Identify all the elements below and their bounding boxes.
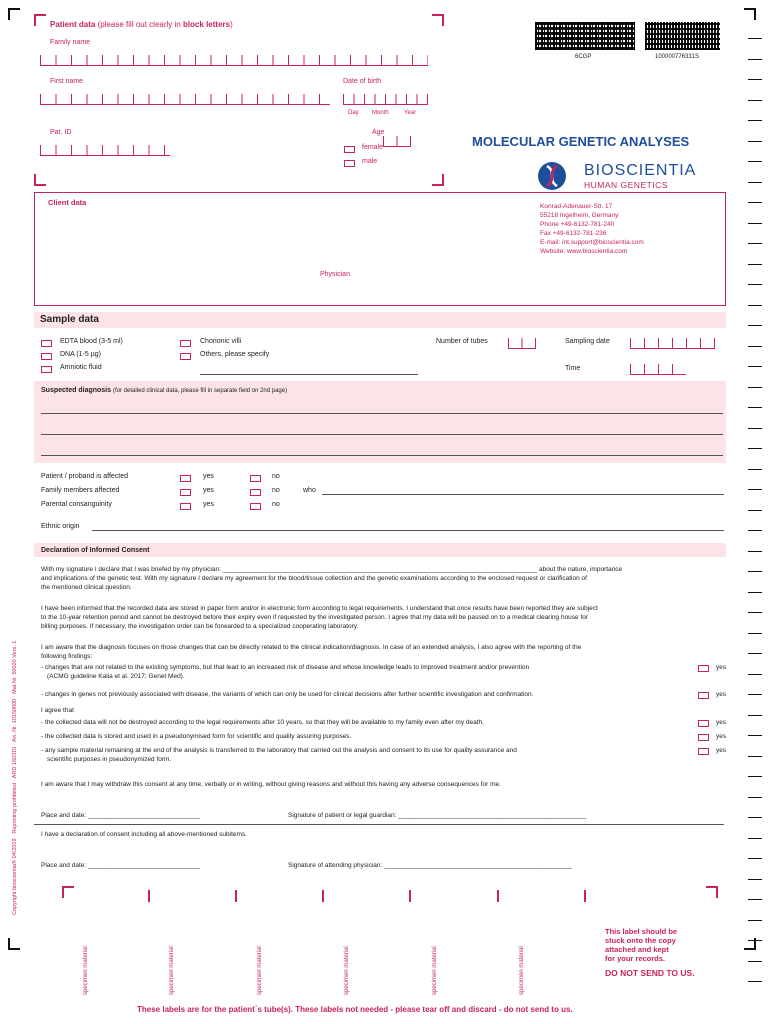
patient-note-bold: block letters — [182, 20, 231, 29]
yes-label: yes — [716, 719, 727, 726]
perforation-tick — [748, 694, 762, 695]
consent-text: the mentioned clinical question. — [41, 584, 132, 591]
label-note-line: stuck onto the copy — [605, 936, 676, 945]
yes-label: yes — [716, 733, 727, 740]
age-field[interactable] — [383, 136, 411, 147]
dob-month: Month — [372, 110, 389, 116]
consanguinity-label: Parental consanguinity — [41, 501, 112, 508]
edta-label: EDTA blood (3-5 ml) — [60, 338, 123, 345]
yes-label: yes — [716, 664, 727, 671]
perforation-tick — [748, 407, 762, 408]
barcode-right — [645, 22, 720, 50]
diagnosis-line[interactable] — [41, 413, 723, 414]
patient-title — [50, 20, 233, 29]
perforation-tick — [748, 489, 762, 490]
label-note-line: This label should be — [605, 927, 678, 936]
dob-day: Day — [348, 110, 359, 116]
perforation-tick — [748, 571, 762, 572]
perforation-tick — [748, 38, 762, 39]
label-mark — [322, 890, 325, 902]
address-line: Konrad-Adenauer-Str. 17 — [540, 203, 613, 210]
label-note — [605, 927, 677, 963]
tubes-label: Number of tubes — [436, 338, 488, 345]
perforation-tick — [748, 940, 762, 941]
consent-text: and implications of the genetic test. With my signature I declare my agreement for the blood/tissue collection and the genetic examinations according to the enclosed request or clarification of — [41, 575, 587, 582]
address-line: Website: www.bioscientia.com — [540, 248, 628, 255]
place-date-field[interactable]: Place and date: _______________________________ — [41, 862, 201, 869]
ethnic-origin-line[interactable] — [92, 530, 724, 531]
perforation-tick — [748, 100, 762, 101]
perforation-tick — [748, 653, 762, 654]
label-mark — [409, 890, 412, 902]
perforation-tick — [748, 243, 762, 244]
copyright: Copyright bioscientia® 04/2019 · Reprinting prohibited · ARD 160310 · Art.-Nr. 10150600 · Mat.Nr. 50020 Vers. 1 — [12, 640, 18, 915]
perforation-tick — [748, 612, 762, 613]
consent-text: I have been informed that the recorded data are stored in paper form and/or in electronic form according to legal requirements. I understand that once results have been reported they are subject — [41, 605, 598, 612]
yes-label: yes — [203, 501, 214, 508]
barcode-left-code: 6CGP — [575, 54, 592, 60]
perforation-tick — [748, 284, 762, 285]
perforation-tick — [748, 346, 762, 347]
female-checkbox[interactable] — [344, 146, 355, 153]
perforation-tick — [748, 981, 762, 982]
yes-label: yes — [203, 487, 214, 494]
family-affected-label: Family members affected — [41, 487, 120, 494]
declaration-text: I have a declaration of consent including all above-mentioned subitems. — [41, 831, 247, 838]
yes-label: yes — [716, 747, 727, 754]
who-label: who — [303, 487, 316, 494]
perforation-tick — [748, 448, 762, 449]
corner-mark — [432, 174, 444, 186]
dna-logo-icon — [538, 162, 566, 190]
family-name-label: Family name — [50, 39, 91, 46]
consent-yes-checkbox[interactable] — [698, 748, 709, 755]
no-label: no — [272, 487, 280, 494]
label-mark — [235, 890, 238, 902]
tube-label: specimen material — [519, 946, 525, 995]
dob-year: Year — [404, 110, 417, 116]
others-label: Others, please specify — [200, 351, 270, 358]
crop-mark — [8, 8, 20, 20]
sampling-date-label: Sampling date — [565, 338, 610, 345]
perforation-tick — [748, 387, 762, 388]
physician-label: Physician — [320, 271, 350, 278]
consang-yes-checkbox[interactable] — [180, 503, 191, 510]
no-label: no — [272, 501, 280, 508]
perforation-tick — [748, 920, 762, 921]
perforation-tick — [748, 469, 762, 470]
consent-text: following findings: — [41, 653, 93, 660]
tube-label: specimen material — [344, 946, 350, 995]
dob-label: Date of birth — [343, 78, 382, 85]
amniotic-checkbox[interactable] — [41, 366, 52, 373]
proband-no-checkbox[interactable] — [250, 475, 261, 482]
label-note-line: for your records. — [605, 954, 666, 963]
address-line: E-mail: int.support@bioscientia.com — [540, 239, 644, 246]
time-field[interactable] — [630, 364, 686, 375]
address-line: Phone +49-6132-781-240 — [540, 221, 615, 228]
dna-label: DNA (1-5 µg) — [60, 351, 101, 358]
pat-id-label: Pat. ID — [50, 129, 72, 136]
client-address — [540, 202, 644, 256]
perforation-tick — [748, 858, 762, 859]
perforation-tick — [748, 817, 762, 818]
sampling-date-field[interactable] — [630, 338, 715, 349]
amniotic-label: Amniotic fluid — [60, 364, 102, 371]
consang-no-checkbox[interactable] — [250, 503, 261, 510]
perforation-tick — [748, 325, 762, 326]
male-label: male — [362, 158, 378, 165]
tube-label: specimen material — [83, 946, 89, 995]
consent-text: - any sample material remaining at the end of the analysis is transferred to the laboratory that carried out the analysis and consent to its use for quality assurance and — [41, 747, 517, 754]
male-checkbox[interactable] — [344, 160, 355, 167]
ethnic-origin-label: Ethnic origin — [41, 523, 80, 530]
perforation-tick — [748, 510, 762, 511]
dob-field[interactable] — [343, 94, 428, 105]
consent-text: - changes in genes not previously associated with disease, the variants of which can only be used for clinical decisions after further scientific investigation and confirmation. — [41, 691, 534, 698]
label-mark — [584, 890, 587, 902]
withdraw-text: I am aware that I may withdraw this consent at any time, verbally or in writing, without giving reasons and without this having any adverse consequences for me. — [41, 781, 501, 788]
divider — [34, 824, 724, 825]
barcode-right-code: 100000776331S — [655, 54, 700, 60]
label-mark — [148, 890, 151, 902]
consent-text: (ACMG guideline Kalia et al. 2017; Genet Med). — [47, 673, 185, 680]
patient-note: (please fill out clearly in — [97, 20, 183, 29]
pat-id-field[interactable] — [40, 145, 170, 156]
diagnosis-line[interactable] — [41, 455, 723, 456]
consent-text: - the collected data will not be destroyed according to the legal requirements after 10 years, so that they will be available to my family even after my death. — [41, 719, 484, 726]
consent-yes-checkbox[interactable] — [698, 665, 709, 672]
brand-name: BIOSCIENTIA — [584, 162, 697, 179]
perforation-tick — [748, 202, 762, 203]
diagnosis-label: Suspected diagnosis — [41, 387, 112, 394]
crop-mark — [8, 938, 20, 950]
perforation-tick — [748, 141, 762, 142]
chorionic-label: Chorionic villi — [200, 338, 242, 345]
consent-text: scientific purposes in pseudonymized form. — [47, 756, 172, 763]
proband-label: Patient / proband is affected — [41, 473, 129, 480]
barcode-left — [535, 22, 635, 50]
perforation-tick — [748, 633, 762, 634]
consent-text: I am aware that the diagnosis focuses on those changes that can be directly related to the clinical indication/diagnosis. In case of an extended analysis, I also agree with the reporting of the — [41, 644, 582, 651]
perforation-tick — [748, 879, 762, 880]
age-label: Age — [372, 129, 385, 136]
yes-label: yes — [203, 473, 214, 480]
perforation-tick — [748, 161, 762, 162]
corner-mark — [432, 14, 444, 26]
tubes-field[interactable] — [508, 338, 536, 349]
first-name-field[interactable] — [40, 94, 330, 105]
diagnosis-note: (for detailed clinical data, please fill in separate field on 2nd page) — [112, 388, 288, 394]
patient-note-end: ) — [230, 20, 233, 29]
consent-text: to the 10-year retention period and cannot be destroyed before their expiry even if requested by the investigated person. I agree that my data will be passed on to a medical clearing house for — [41, 614, 589, 621]
perforation-tick — [748, 592, 762, 593]
perforation-tick — [748, 715, 762, 716]
perforation-tick — [748, 264, 762, 265]
who-line[interactable] — [322, 494, 724, 495]
client-title: Client data — [48, 198, 87, 207]
diagnosis-title — [41, 387, 287, 394]
dna-checkbox[interactable] — [41, 353, 52, 360]
consent-text: - the collected data is stored and used in a pseudonymised form for scientific and quality assuring purposes. — [41, 733, 352, 740]
perforation-tick — [748, 899, 762, 900]
family-yes-checkbox[interactable] — [180, 489, 191, 496]
perforation-tick — [748, 756, 762, 757]
female-label: female — [362, 144, 384, 151]
perforation-tick — [748, 59, 762, 60]
corner-mark — [34, 174, 46, 186]
diagnosis-line[interactable] — [41, 434, 723, 435]
perforation-tick — [748, 305, 762, 306]
perforation-tick — [748, 530, 762, 531]
tube-label: specimen material — [257, 946, 263, 995]
label-note-line: attached and kept — [605, 945, 669, 954]
perforation-tick — [748, 120, 762, 121]
consent-text: I agree that — [41, 707, 74, 714]
brand-sub: HUMAN GENETICS — [584, 180, 668, 190]
tube-label: specimen material — [169, 946, 175, 995]
chorionic-checkbox[interactable] — [180, 340, 191, 347]
label-mark — [497, 890, 500, 902]
perforation-tick — [748, 776, 762, 777]
tube-label: specimen material — [432, 946, 438, 995]
perforation-tick — [748, 674, 762, 675]
consent-yes-checkbox[interactable] — [698, 720, 709, 727]
perforation-tick — [748, 79, 762, 80]
yes-label: yes — [716, 691, 727, 698]
perforation-tick — [748, 797, 762, 798]
consent-text: - changes that are not related to the existing symptoms, but that lead to an increased risk of disease and whose knowledge leads to improved treatment and/or prevention — [41, 664, 530, 671]
do-not-send: DO NOT SEND TO US. — [605, 968, 695, 978]
consent-yes-checkbox[interactable] — [698, 692, 709, 699]
others-line[interactable] — [200, 374, 418, 375]
corner-mark — [62, 886, 74, 898]
others-checkbox[interactable] — [180, 353, 191, 360]
perforation-tick — [748, 735, 762, 736]
place-date-field[interactable]: Place and date: _______________________________ — [41, 812, 201, 819]
sample-title: Sample data — [40, 314, 99, 325]
patient-signature-field[interactable]: Signature of patient or legal guardian: ____________________________________________________ — [288, 812, 587, 819]
consent-text: With my signature I declare that I was briefed by my physician: _______________________________________________________________________________________ about the nature, importance — [41, 566, 623, 573]
perforation-tick — [748, 838, 762, 839]
consent-yes-checkbox[interactable] — [698, 734, 709, 741]
address-line: 55218 Ingelheim, Germany — [540, 212, 619, 219]
perforation-tick — [748, 366, 762, 367]
no-label: no — [272, 473, 280, 480]
patient-title-label: Patient data — [50, 20, 96, 29]
perforation-tick — [748, 223, 762, 224]
first-name-label: First name — [50, 78, 84, 85]
corner-mark — [706, 886, 718, 898]
address-line: Fax +49-6132-781-236 — [540, 230, 607, 237]
perforation-tick — [748, 551, 762, 552]
perforation-tick — [748, 961, 762, 962]
perforation-tick — [748, 428, 762, 429]
family-name-field[interactable] — [40, 55, 428, 66]
footer-note: These labels are for the patient´s tube(s). These labels not needed - please tear off and discard - do not send to us. — [137, 1005, 573, 1014]
perforation-tick — [748, 182, 762, 183]
corner-mark — [34, 14, 46, 26]
time-label: Time — [565, 365, 581, 372]
form-title: MOLECULAR GENETIC ANALYSES — [472, 134, 690, 149]
consent-title: Declaration of Informed Consent — [41, 547, 150, 554]
sample-header — [34, 312, 726, 328]
physician-signature-field[interactable]: Signature of attending physician: ____________________________________________________ — [288, 862, 573, 869]
family-no-checkbox[interactable] — [250, 489, 261, 496]
proband-yes-checkbox[interactable] — [180, 475, 191, 482]
consent-text: billing purposes. If necessary, the investigation order can be forwarded to a specialized cooperating laboratory. — [41, 623, 359, 630]
edta-checkbox[interactable] — [41, 340, 52, 347]
crop-mark — [744, 8, 756, 20]
